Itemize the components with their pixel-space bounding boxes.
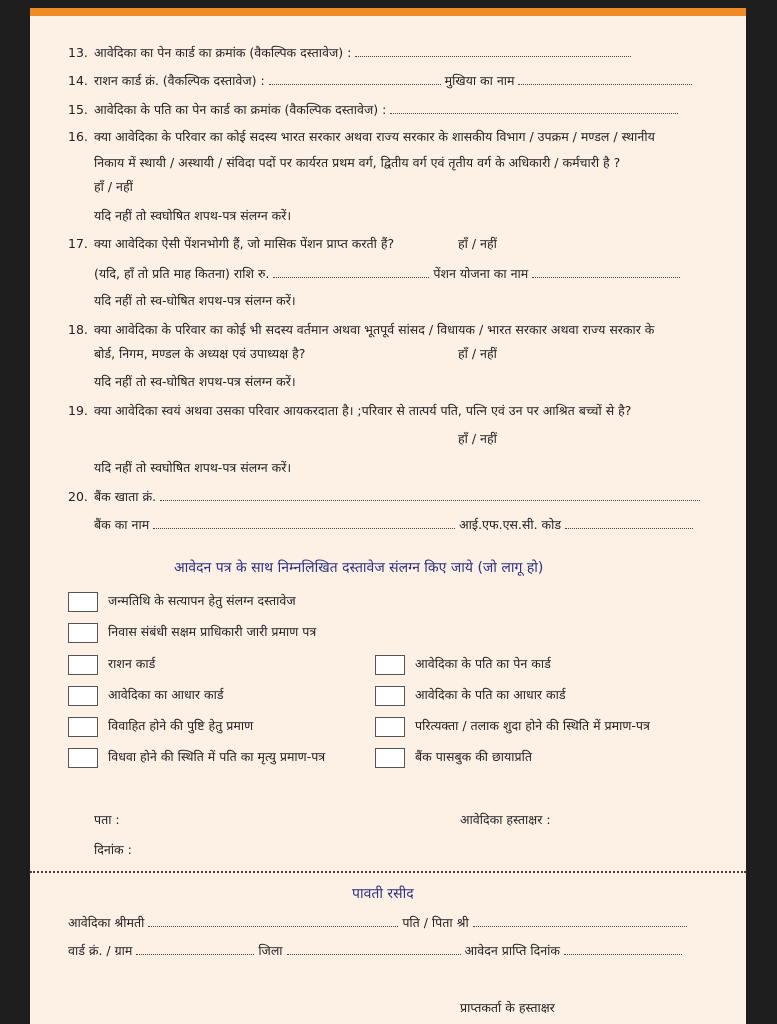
ration-card-field[interactable] — [269, 72, 441, 85]
q13-label: आवेदिका का पेन कार्ड का क्रमांक (वैकल्पिक दस्तावेज) : — [94, 45, 352, 60]
receipt-date-field[interactable] — [564, 942, 682, 955]
q15-label: आवेदिका के पति का पेन कार्ड का क्रमांक (वैकल्पिक दस्तावेज) : — [94, 102, 387, 117]
doc-marriage-checkbox[interactable] — [68, 717, 98, 737]
doc-aadhaar-item: आवेदिका का आधार कार्ड — [68, 684, 224, 706]
receipt-husband-father-field[interactable] — [473, 914, 687, 927]
doc-divorce-item: परित्यक्ता / तलाक शुदा होने की स्थिति में प्रमाण-पत्र — [375, 715, 650, 737]
doc-husband-pan-checkbox[interactable] — [375, 655, 405, 675]
q18-yes-no[interactable]: हाँ / नहीं — [458, 346, 497, 361]
q17-yes-no[interactable]: हाँ / नहीं — [458, 236, 497, 251]
pan-number-field[interactable] — [355, 44, 631, 57]
doc-birth-checkbox[interactable] — [68, 592, 98, 612]
doc-passbook-checkbox[interactable] — [375, 748, 405, 768]
doc-ration-item: राशन कार्ड — [68, 653, 155, 675]
q17-note: यदि नहीं तो स्व-घोषित शपथ-पत्र संलग्न करें। — [94, 293, 296, 308]
doc-birth-item: जन्मतिथि के सत्यापन हेतु संलग्न दस्तावेज — [68, 590, 296, 612]
q16-yes-no[interactable]: हाँ / नहीं — [94, 179, 133, 194]
receipt-ward-field[interactable] — [136, 942, 254, 955]
cut-line — [30, 871, 746, 873]
receipt-applicant-row — [68, 914, 687, 931]
pension-scheme-field[interactable] — [532, 265, 680, 278]
bank-name-field[interactable] — [153, 516, 455, 529]
receipt-title: पावती रसीद — [352, 886, 414, 902]
receipt-date-label: आवेदन प्राप्ति दिनांक — [464, 943, 560, 958]
q17-amount-row — [94, 265, 680, 282]
doc-residence-item: निवास संबंधी सक्षम प्राधिकारी जारी प्रमाण पत्र — [68, 621, 316, 643]
doc-residence-checkbox[interactable] — [68, 623, 98, 643]
doc-divorce-checkbox[interactable] — [375, 717, 405, 737]
pension-scheme-label: पेंशन योजना का नाम — [433, 266, 529, 281]
doc-husband-pan-item: आवेदिका के पति का पेन कार्ड — [375, 653, 551, 675]
doc-husband-aadhaar-item: आवेदिका के पति का आधार कार्ड — [375, 684, 566, 706]
q19-line1: 19. क्या आवेदिका स्वयं अथवा उसका परिवार आयकरदाता है। ;परिवार से तात्पर्य पति, पत्नि एवं उन पर आश्रित बच्चों से है? — [68, 403, 632, 418]
doc-widow-item: विधवा होने की स्थिति में पति का मृत्यु प्रमाण-पत्र — [68, 746, 325, 768]
ifsc-field[interactable] — [565, 516, 693, 529]
q17-line1: 17. क्या आवेदिका ऐसी पेंशनभोगी हैं, जो मासिक पेंशन प्राप्त करती हैं? — [68, 236, 395, 251]
q15-row: 15. आवेदिका के पति का पेन कार्ड का क्रमांक (वैकल्पिक दस्तावेज) : — [68, 101, 678, 118]
form-page — [30, 8, 746, 1024]
pension-amount-label: (यदि, हाँ तो प्रति माह कितना) राशि रु. — [94, 266, 270, 281]
doc-husband-aadhaar-checkbox[interactable] — [375, 686, 405, 706]
address-label: पता : — [94, 812, 120, 827]
documents-heading: आवेदन पत्र के साथ निम्नलिखित दस्तावेज संलग्न किए जाये (जो लागू हो) — [174, 560, 544, 576]
receiver-signature-label: प्राप्तकर्ता के हस्ताक्षर — [460, 1000, 555, 1015]
q14-row: 14. राशन कार्ड क्रं. (वैकल्पिक दस्तावेज) : मुखिया का नाम — [68, 72, 692, 89]
q19-note: यदि नहीं तो स्वघोषित शपथ-पत्र संलग्न करें। — [94, 460, 292, 475]
receipt-applicant-label: आवेदिका श्रीमती — [68, 915, 145, 930]
doc-marriage-item: विवाहित होने की पुष्टि हेतु प्रमाण — [68, 715, 253, 737]
q19-yes-no[interactable]: हाँ / नहीं — [458, 431, 497, 446]
bank-name-label: बैंक का नाम — [94, 517, 150, 532]
receipt-ward-row — [68, 942, 682, 959]
receipt-district-field[interactable] — [287, 942, 461, 955]
doc-ration-checkbox[interactable] — [68, 655, 98, 675]
q16-note: यदि नहीं तो स्वघोषित शपथ-पत्र संलग्न करें। — [94, 208, 292, 223]
q16-line1: 16. क्या आवेदिका के परिवार का कोई सदस्य भारत सरकार अथवा राज्य सरकार के शासकीय विभाग / उपक्रम / मण्डल / स्थानीय — [68, 129, 655, 144]
ifsc-label: आई.एफ.एस.सी. कोड — [459, 517, 562, 532]
q20-row: 20. बैंक खाता क्रं. — [68, 488, 700, 505]
pension-amount-field[interactable] — [273, 265, 429, 278]
doc-widow-checkbox[interactable] — [68, 748, 98, 768]
q18-note: यदि नहीं तो स्व-घोषित शपथ-पत्र संलग्न करें। — [94, 374, 296, 389]
doc-passbook-item: बैंक पासबुक की छायाप्रति — [375, 746, 532, 768]
q13-row: 13. आवेदिका का पेन कार्ड का क्रमांक (वैकल्पिक दस्तावेज) : — [68, 44, 631, 61]
receipt-applicant-field[interactable] — [148, 914, 398, 927]
q20-bank-row — [94, 516, 693, 533]
receipt-husband-father-label: पति / पिता श्री — [402, 915, 469, 930]
head-of-family-label: मुखिया का नाम — [444, 73, 515, 88]
q14-label: राशन कार्ड क्रं. (वैकल्पिक दस्तावेज) : — [94, 73, 265, 88]
receipt-district-label: जिला — [258, 943, 283, 958]
applicant-signature-label: आवेदिका हस्ताक्षर : — [460, 812, 551, 827]
receipt-ward-label: वार्ड क्रं. / ग्राम — [68, 943, 133, 958]
q16-line2: निकाय में स्थायी / अस्थायी / संविदा पदों पर कार्यरत प्रथम वर्ग, द्वितीय वर्ग एवं तृतीय वर्ग के अधिकारी / कर्मचारी है ? — [94, 155, 621, 170]
date-label: दिनांक : — [94, 842, 132, 857]
doc-aadhaar-checkbox[interactable] — [68, 686, 98, 706]
bank-account-label: बैंक खाता क्रं. — [94, 489, 157, 504]
q18-line1: 18. क्या आवेदिका के परिवार का कोई भी सदस्य वर्तमान अथवा भूतपूर्व सांसद / विधायक / भारत सरकार अथवा राज्य सरकार के — [68, 322, 655, 337]
husband-pan-field[interactable] — [390, 101, 678, 114]
q18-line2: बोर्ड, निगम, मण्डल के अध्यक्ष एवं उपाध्यक्ष है? — [94, 346, 306, 361]
bank-account-field[interactable] — [160, 488, 700, 501]
head-of-family-field[interactable] — [518, 72, 692, 85]
